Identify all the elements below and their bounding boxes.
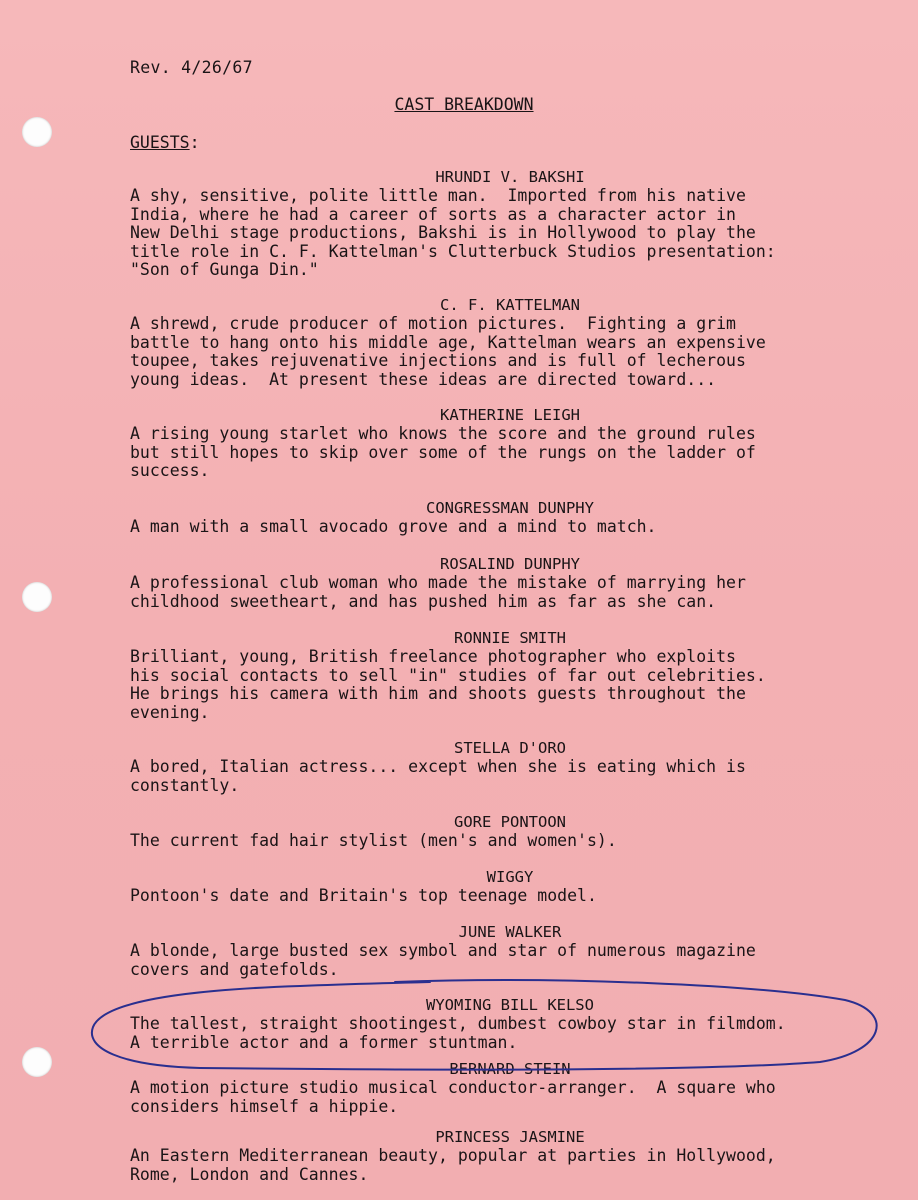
cast-entry-bernard-stein — [130, 1060, 850, 1116]
cast-description: A shy, sensitive, polite little man. Imported from his native India, where he had a career of sorts as a character actor in New Delhi stage productions, Bakshi is in Hollywood to play the title role in C. F. Kattelman's Clutterbuck Studios presentation: "Son of Gunga Din." — [130, 186, 776, 279]
section-heading-colon: : — [189, 133, 200, 152]
cast-name: RONNIE SMITH — [454, 629, 566, 647]
cast-name: WIGGY — [486, 868, 534, 886]
cast-description: A motion picture studio musical conductor-arranger. A square who considers himself a hippie. — [130, 1078, 776, 1116]
cast-description: Pontoon's date and Britain's top teenage model. — [130, 886, 597, 905]
cast-name: GORE PONTOON — [454, 813, 566, 831]
punch-hole-top — [22, 117, 52, 147]
cast-name: HRUNDI V. BAKSHI — [435, 168, 585, 186]
cast-entry-rosalind-dunphy — [130, 555, 850, 611]
section-heading-label: GUESTS — [130, 133, 190, 152]
cast-description: A shrewd, crude producer of motion pictures. Fighting a grim battle to hang onto his middle age, Kattelman wears an expensive toupee, takes rejuvenative injections and is full of lecherous young ideas. At present these ideas are directed toward... — [130, 314, 766, 389]
cast-entry-june-walker — [130, 923, 850, 979]
cast-entry-bakshi — [130, 168, 850, 280]
cast-name: CONGRESSMAN DUNPHY — [426, 499, 594, 517]
cast-description: A blonde, large busted sex symbol and star of numerous magazine covers and gatefolds. — [130, 941, 756, 979]
cast-description: The tallest, straight shootingest, dumbest cowboy star in filmdom. A terrible actor and a former stuntman. — [130, 1014, 786, 1052]
cast-description: A man with a small avocado grove and a mind to match. — [130, 517, 657, 536]
cast-name: KATHERINE LEIGH — [440, 406, 580, 424]
cast-description: The current fad hair stylist (men's and women's). — [130, 831, 617, 850]
cast-name: WYOMING BILL KELSO — [426, 996, 594, 1014]
page-title-text: CAST BREAKDOWN — [394, 95, 534, 114]
cast-name: BERNARD STEIN — [449, 1060, 571, 1078]
cast-entry-gore-pontoon — [130, 813, 850, 851]
cast-description: Brilliant, young, British freelance photographer who exploits his social contacts to sell "in" studies of far out celebrities. He brings his camera with him and shoots guests throughout the evening. — [130, 647, 766, 722]
punch-hole-middle — [22, 582, 52, 612]
cast-description: A rising young starlet who knows the score and the ground rules but still hopes to skip over some of the rungs on the ladder of success. — [130, 424, 756, 480]
revision-date: Rev. 4/26/67 — [130, 58, 253, 77]
cast-entry-kattelman — [130, 296, 850, 389]
punch-hole-bottom — [22, 1047, 52, 1077]
cast-entry-stella-doro — [130, 739, 850, 795]
cast-entry-princess-jasmine — [130, 1128, 850, 1184]
cast-name: STELLA D'ORO — [454, 739, 566, 757]
cast-name: JUNE WALKER — [458, 923, 562, 941]
cast-entry-ronnie-smith — [130, 629, 850, 722]
cast-entry-congressman-dunphy — [130, 499, 850, 537]
cast-entry-leigh — [130, 406, 850, 481]
cast-description: An Eastern Mediterranean beauty, popular at parties in Hollywood, Rome, London and Cannes. — [130, 1146, 776, 1184]
cast-entry-wiggy — [130, 868, 850, 906]
cast-description: A bored, Italian actress... except when she is eating which is constantly. — [130, 757, 746, 795]
cast-entry-wyoming-bill-kelso — [130, 996, 850, 1052]
page-title — [0, 95, 918, 114]
cast-name: ROSALIND DUNPHY — [440, 555, 580, 573]
cast-description: A professional club woman who made the mistake of marrying her childhood sweetheart, and has pushed him as far as she can. — [130, 573, 746, 611]
cast-name: C. F. KATTELMAN — [440, 296, 580, 314]
cast-name: PRINCESS JASMINE — [435, 1128, 585, 1146]
section-heading — [130, 133, 200, 152]
